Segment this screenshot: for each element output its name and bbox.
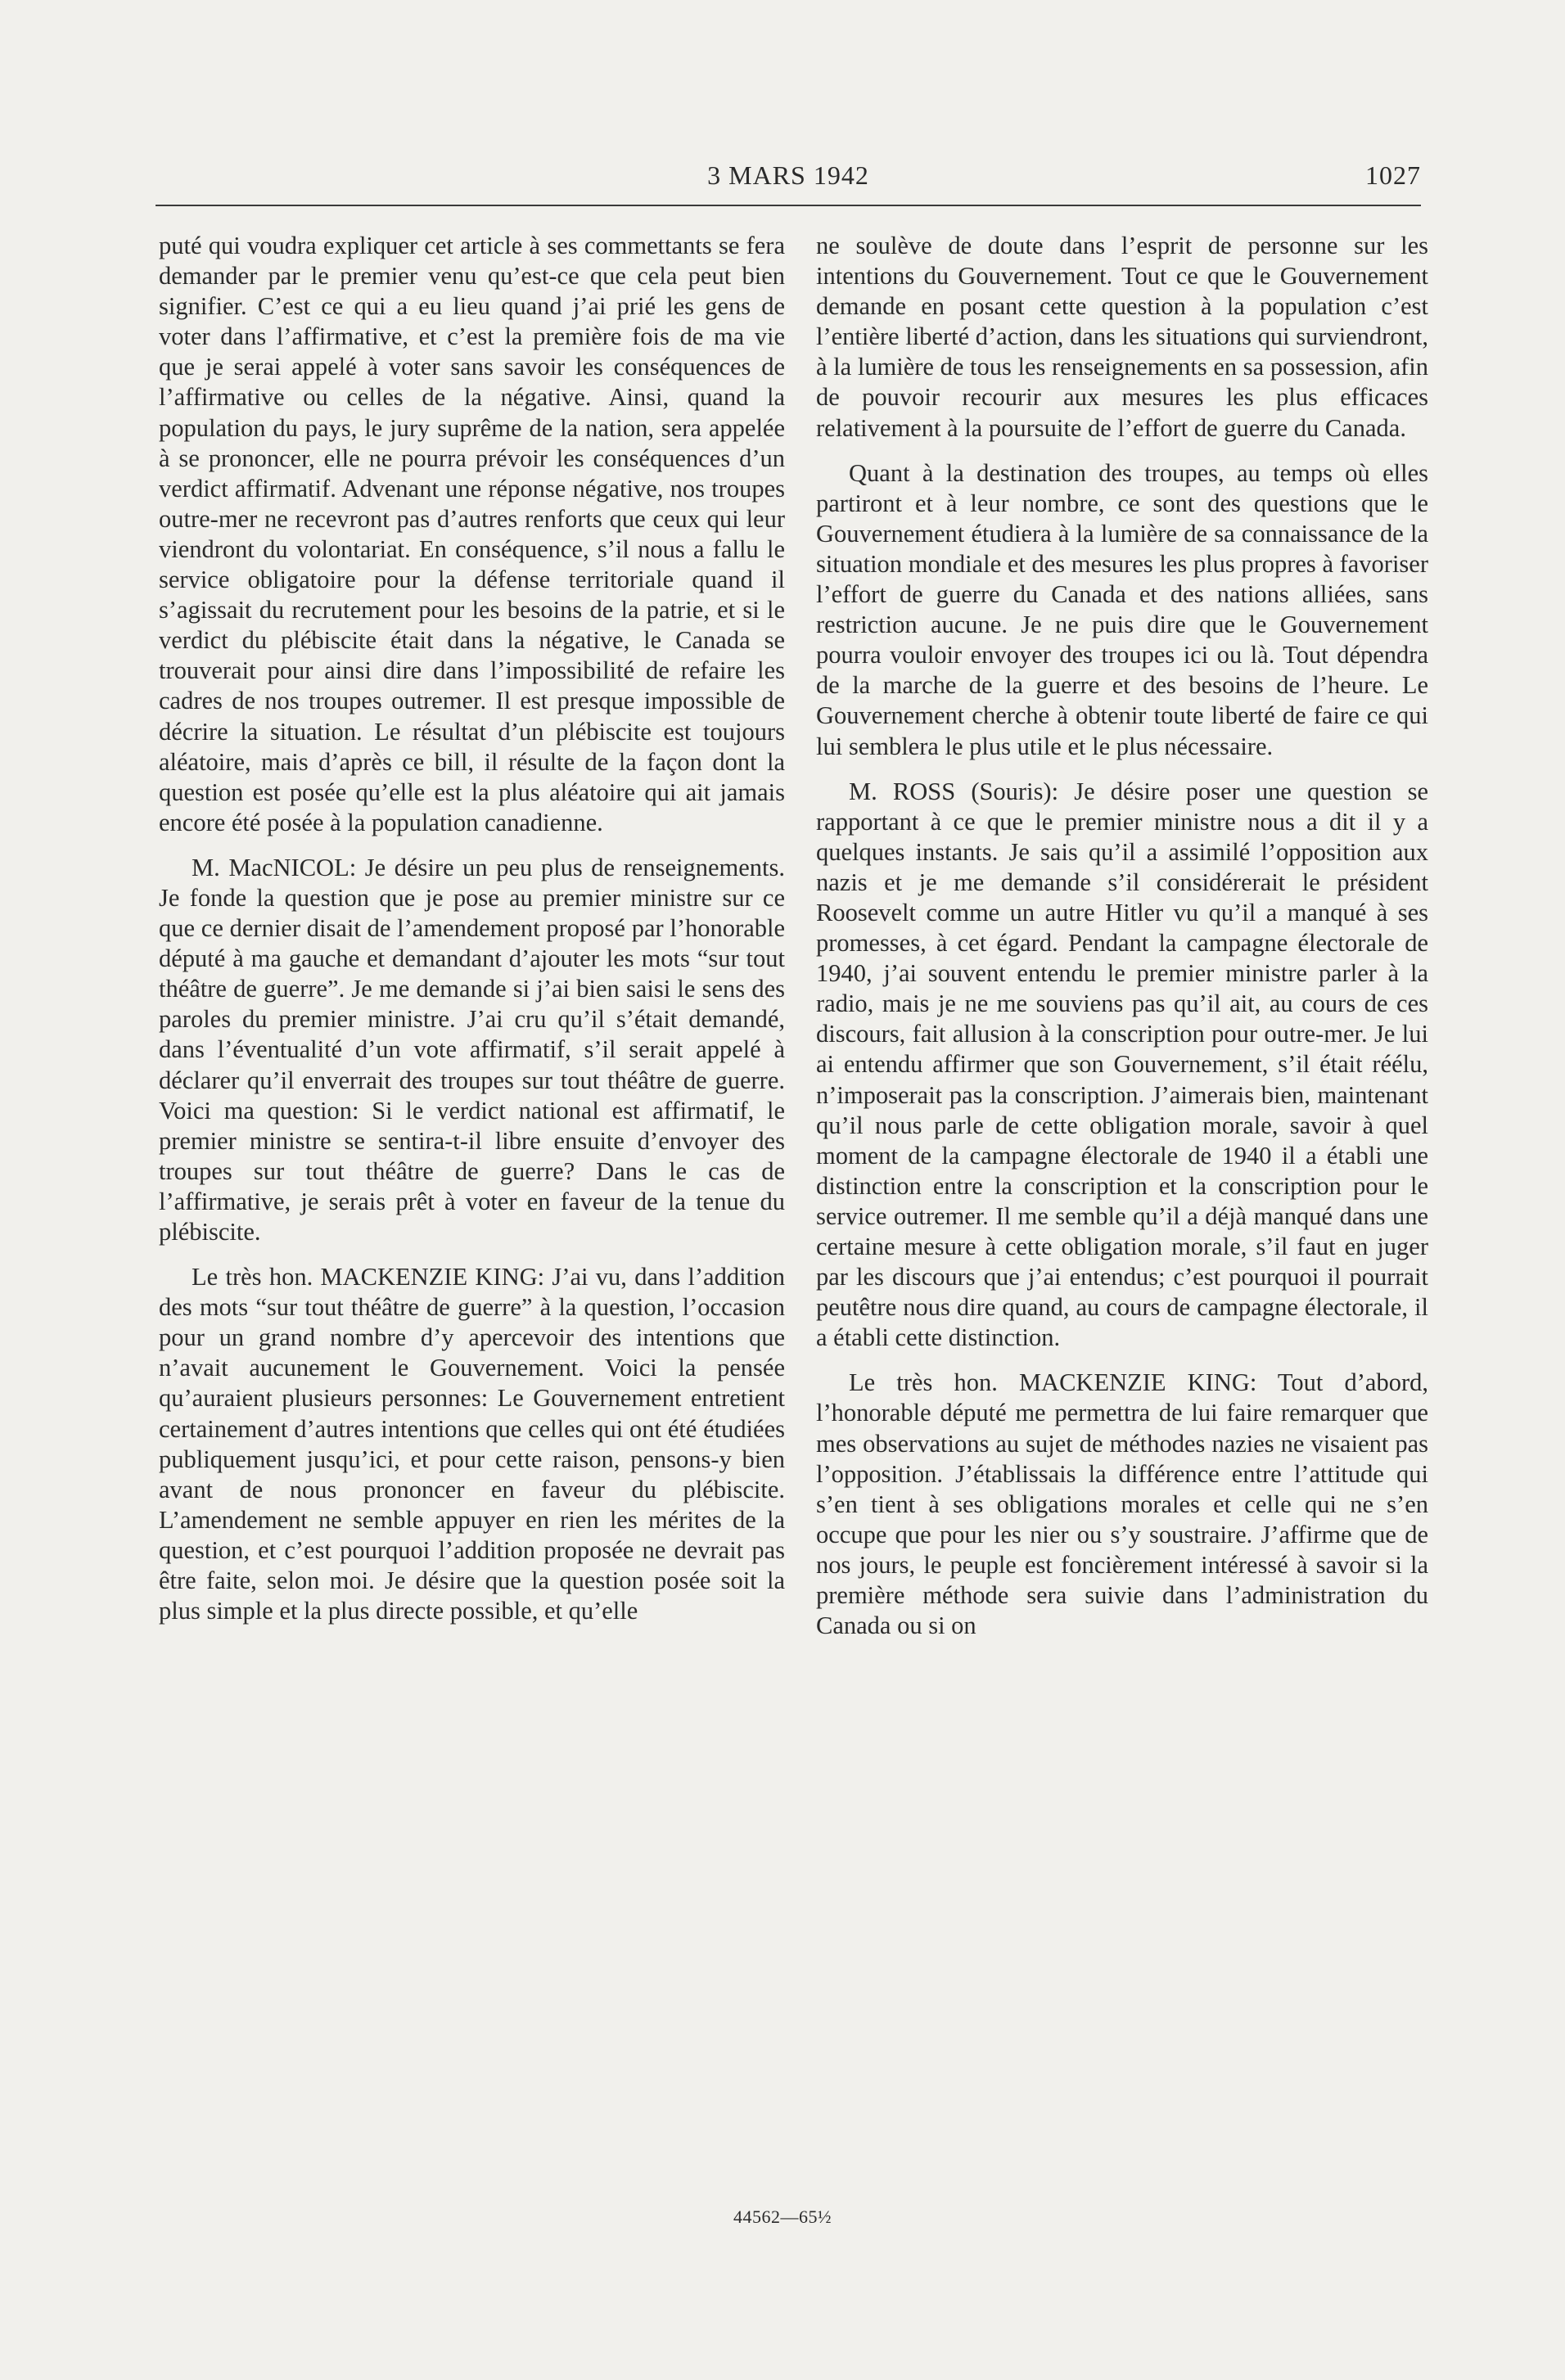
paragraph: Le très hon. MACKENZIE KING: J’ai vu, dans l’addition des mots “sur tout théâtre de guerre” à la question, l’occasion pour un grand nombre d’y apercevoir des intentions que n’avait aucunement le Gouvernement. Voici la pensée qu’auraient plusieurs personnes: Le Gouvernement entretient certainement d’autres intentions que celles qui ont été étudiées publiquement jusqu’ici, et pour cette raison, pensons-y bien avant de nous prononcer en faveur du plébiscite. L’amendement ne semble appuyer en rien les mérites de la question, et c’est pourquoi l’addition proposée ne devrait pas être faite, selon moi. Je désire que la question posée soit la plus simple et la plus directe possible, et qu’elle	[159, 1263, 785, 1625]
footer-code: 44562—65½	[733, 2206, 832, 2227]
left-column	[159, 231, 785, 1626]
paragraph: Quant à la destination des troupes, au temps où elles partiront et à leur nombre, ce sont des questions que le Gouvernement étudiera à la lumière de sa connaissance de la situation mondiale et des mesures les plus propres à favoriser l’effort de guerre du Canada et des nations alliées, sans restriction aucune. Je ne puis dire que le Gouvernement pourra vouloir envoyer des troupes ici ou là. Tout dépendra de la marche de la guerre et des besoins de l’heure. Le Gouvernement cherche à obtenir toute liberté de faire ce qui lui semblera le plus utile et le plus nécessaire.	[816, 458, 1428, 760]
paragraph: M. ROSS (Souris): Je désire poser une question se rapportant à ce que le premier ministre nous a dit il y a quelques instants. Je sais qu’il a assimilé l’opposition aux nazis et je me demande s’il considérerait le président Roosevelt comme un autre Hitler vu qu’il a manqué à ses promesses, à cet égard. Pendant la campagne électorale de 1940, j’ai souvent entendu le premier ministre parler à la radio, mais je ne me souviens pas qu’il ait, au cours de ces discours, fait allusion à la conscription pour outre-mer. Je lui ai entendu affirmer que son Gouvernement, s’il était réélu, n’imposerait pas la conscription. J’aimerais bien, maintenant qu’il nous parle de cette obligation morale, savoir à quel moment de la campagne électorale de 1940 il a établi une distinction entre la conscription et la conscription pour le service outremer. Il me semble qu’il a déjà manqué dans une certaine mesure à cette obligation morale, s’il faut en juger par les discours que j’ai entendus; c’est pourquoi il pourrait peutêtre nous dire quand, au cours de campagne électorale, il a établi cette distinction.	[816, 777, 1428, 1352]
paragraph: puté qui voudra expliquer cet article à ses commettants se fera demander par le premier venu qu’est-ce que cela peut bien signifier. C’est ce qui a eu lieu quand j’ai prié les gens de voter dans l’affirmative, et c’est la première fois de ma vie que je serai appelé à voter sans savoir les conséquences de l’affirmative ou celles de la négative. Ainsi, quand la population du pays, le jury suprême de la nation, sera appelée à se prononcer, elle ne pourra prévoir les conséquences d’un verdict affirmatif. Advenant une réponse négative, nos troupes outre-mer ne recevront pas d’autres renforts que ceux qui leur viendront du volontariat. En conséquence, s’il nous a fallu le service obligatoire pour la défense territoriale quand il s’agissait du recrutement pour les besoins de la patrie, et si le verdict du plébiscite était dans la négative, le Canada se trouverait pour ainsi dire dans l’impossibilité de refaire les cadres de nos troupes outremer. Il est presque impossible de décrire la situation. Le résultat d’un plébiscite est toujours aléatoire, mais d’après ce bill, il résulte de la façon dont la question est posée qu’elle est la plus aléatoire qui ait jamais encore été posée à la population canadienne.	[159, 232, 785, 836]
paragraph: M. MacNICOL: Je désire un peu plus de renseignements. Je fonde la question que je pose au premier ministre sur ce que ce dernier disait de l’amendement proposé par l’honorable député à ma gauche et demandant d’ajouter les mots “sur tout théâtre de guerre”. Je me demande si j’ai bien saisi le sens des paroles du premier ministre. J’ai cru qu’il s’était demandé, dans l’éventualité d’un vote affirmatif, s’il serait appelé à déclarer qu’il enverrait des troupes sur tout théâtre de guerre. Voici ma question: Si le verdict national est affirmatif, le premier ministre se sentira-t-il libre ensuite d’envoyer des troupes sur tout théâtre de guerre? Dans le cas de l’affirmative, je serais prêt à voter en faveur de la tenue du plébiscite.	[159, 853, 785, 1246]
header-rule	[156, 205, 1421, 206]
paragraph: Le très hon. MACKENZIE KING: Tout d’abord, l’honorable député me permettra de lui faire remarquer que mes observations au sujet de méthodes nazies ne visaient pas l’opposition. J’établissais la différence entre l’attitude qui s’en tient à ses obligations morales et celle qui ne s’en occupe que pour les nier ou s’y soustraire. J’affirme que de nos jours, le peuple est foncièrement intéressé à savoir si la première méthode sera suivie dans l’administration du Canada ou si on	[816, 1368, 1428, 1640]
paragraph: ne soulève de doute dans l’esprit de personne sur les intentions du Gouvernement. Tout ce que le Gouvernement demande en posant cette question à la population c’est l’entière liberté d’action, dans les situations qui surviendront, à la lumière de tous les renseignements en sa possession, afin de pouvoir recourir aux mesures les plus efficaces relativement à la poursuite de l’effort de guerre du Canada.	[816, 232, 1428, 442]
header-date: 3 MARS 1942	[707, 160, 869, 190]
page-header	[156, 156, 1421, 195]
page-number: 1027	[1365, 160, 1421, 190]
right-column	[816, 231, 1428, 1641]
